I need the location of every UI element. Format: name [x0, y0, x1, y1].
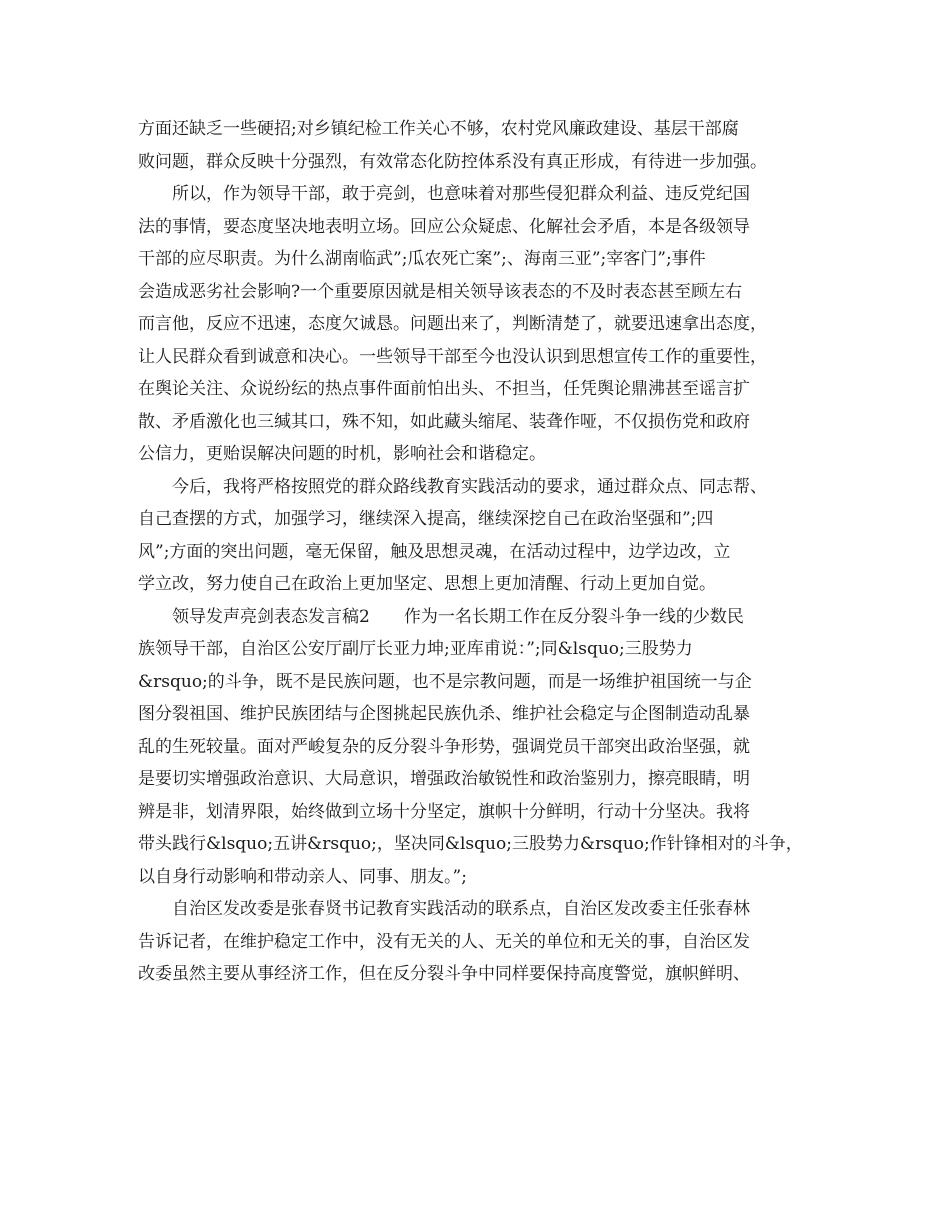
- paragraph-3: [138, 471, 818, 601]
- text-line: 图分裂祖国、维护民族团结与企图挑起民族仇杀、维护社会稳定与企图制造动乱暴: [138, 704, 750, 724]
- text-line: 让人民群众看到诚意和决心。一些领导干部至今也没认识到思想宣传工作的重要性，: [138, 346, 767, 367]
- paragraph-2: [138, 178, 818, 471]
- text-line: 方面还缺乏一些硬招;对乡镇纪检工作关心不够，农村党风廉政建设、基层干部腐: [138, 119, 739, 139]
- text-line: 带头践行&lsquo;五讲&rsquo;，坚决同&lsquo;三股势力&rsquo;作针锋相对的斗争，: [138, 834, 803, 854]
- text-line: 法的事情，要态度坚决地表明立场。回应公众疑虑、化解社会矛盾，本是各级领导: [138, 216, 750, 237]
- text-line: 领导发声亮剑表态发言稿2 作为一名长期工作在反分裂斗争一线的少数民: [172, 606, 744, 627]
- document-page: [138, 113, 818, 991]
- text-line: 所以，作为领导干部，敢于亮剑，也意味着对那些侵犯群众利益、违反党纪国: [172, 184, 750, 204]
- text-line: 公信力，更贻误解决问题的时机，影响社会和谐稳定。: [138, 444, 546, 464]
- paragraph-1: [138, 113, 818, 178]
- text-line: 自治区发改委是张春贤书记教育实践活动的联系点，自治区发改委主任张春林: [172, 899, 750, 919]
- text-line: 会造成恶劣社会影响?一个重要原因就是相关领导该表态的不及时表态甚至顾左右: [138, 281, 743, 302]
- text-line: 告诉记者，在维护稳定工作中，没有无关的人、无关的单位和无关的事，自治区发: [138, 931, 750, 952]
- paragraph-5: [138, 893, 818, 991]
- text-line: 散、矛盾激化也三缄其口，殊不知，如此藏头缩尾、装聋作哑，不仅损伤党和政府: [138, 411, 750, 432]
- text-line: 学立改，努力使自己在政治上更加坚定、思想上更加清醒、行动上更加自觉。: [138, 574, 716, 594]
- paragraph-4: [138, 601, 818, 894]
- text-line: 乱的生死较量。面对严峻复杂的反分裂斗争形势，强调党员干部突出政治坚强，就: [138, 736, 750, 757]
- text-line: 而言他，反应不迅速，态度欠诚恳。问题出来了，判断清楚了，就要迅速拿出态度，: [138, 314, 767, 334]
- text-line: 改委虽然主要从事经济工作，但在反分裂斗争中同样要保持高度警觉，旗帜鲜明、: [138, 964, 750, 984]
- text-line: 今后，我将严格按照党的群众路线教育实践活动的要求，通过群众点、同志帮、: [172, 476, 767, 497]
- text-line: 以自身行动影响和带动亲人、同事、朋友。”;: [138, 866, 467, 887]
- text-line: 自己查摆的方式，加强学习，继续深入提高，继续深挖自己在政治坚强和”;四: [138, 509, 714, 529]
- text-line: 风”;方面的突出问题，毫无保留，触及思想灵魂，在活动过程中，边学边改，立: [138, 541, 731, 562]
- text-line: 族领导干部，自治区公安厅副厅长亚力坤;亚库甫说：”;同&lsquo;三股势力: [138, 639, 693, 659]
- text-line: 辨是非，划清界限，始终做到立场十分坚定，旗帜十分鲜明，行动十分坚决。我将: [138, 801, 750, 822]
- text-line: 干部的应尽职责。为什么湖南临武”;瓜农死亡案”;、海南三亚”;宰客门”;事件: [138, 249, 706, 269]
- text-line: &rsquo;的斗争，既不是民族问题，也不是宗教问题，而是一场维护祖国统一与企: [138, 671, 752, 692]
- text-line: 在舆论关注、众说纷纭的热点事件面前怕出头、不担当，任凭舆论鼎沸甚至谣言扩: [138, 379, 750, 399]
- text-line: 败问题，群众反映十分强烈，有效常态化防控体系没有真正形成，有待进一步加强。: [138, 151, 767, 172]
- text-line: 是要切实增强政治意识、大局意识，增强政治敏锐性和政治鉴别力，擦亮眼睛，明: [138, 769, 750, 789]
